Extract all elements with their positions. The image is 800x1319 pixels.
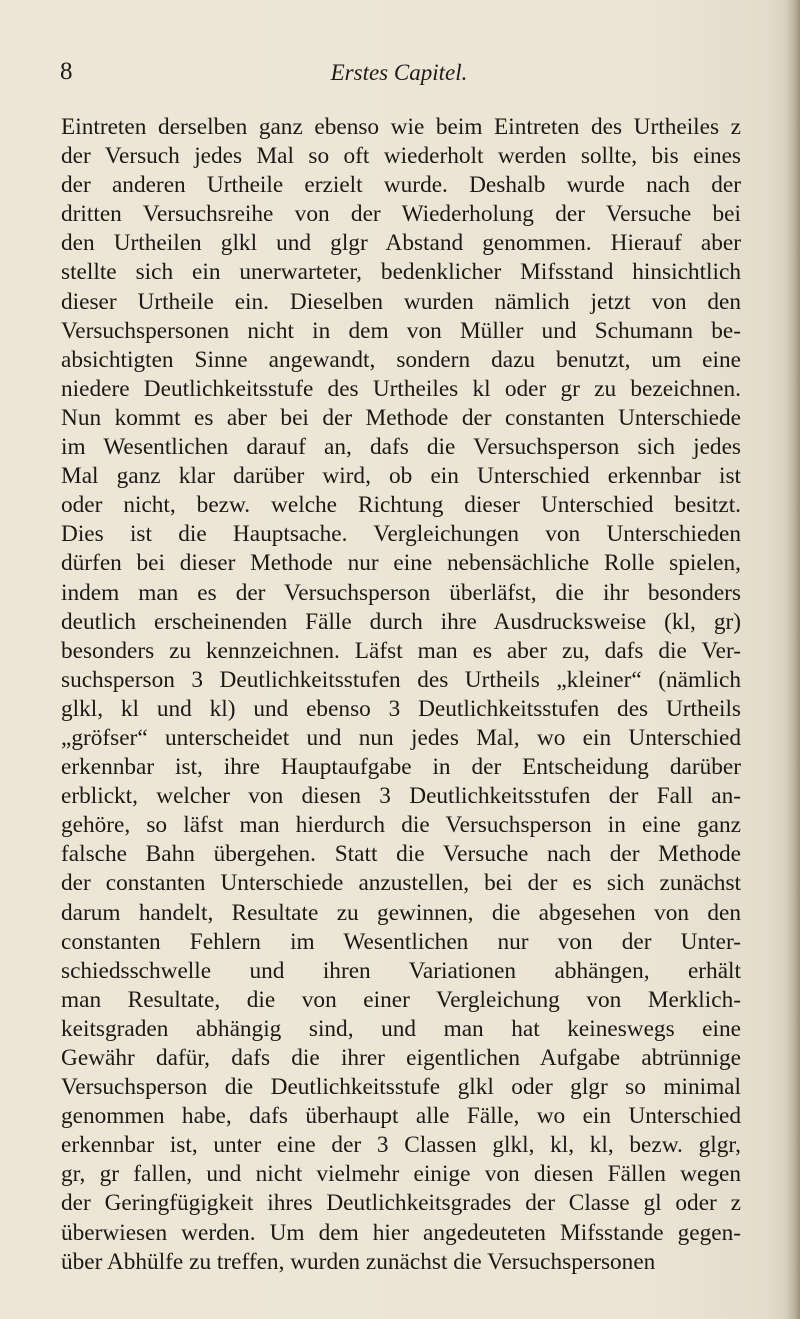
- text-line: Gewähr dafür, dafs die ihrer eigentlichen Aufgabe abtrünnige: [61, 1045, 741, 1071]
- text-line: niedere Deutlichkeitsstufe des Urtheiles kl oder gr zu bezeichnen.: [61, 375, 741, 402]
- text-line: der Geringfügigkeit ihres Deutlichkeitsgrades der Classe gl oder z: [61, 1190, 741, 1217]
- text-line: deutlich erscheinenden Fälle durch ihre Ausdrucksweise (kl, gr): [61, 608, 741, 635]
- text-line: absichtigten Sinne angewandt, sondern dazu benutzt, um eine: [61, 346, 741, 373]
- page-edge-shadow: [786, 0, 800, 1319]
- text-line: der Versuch jedes Mal so oft wiederholt werden sollte, bis eines: [61, 143, 741, 170]
- text-line: erkennbar ist, ihre Hauptaufgabe in der Entscheidung darüber: [61, 754, 741, 781]
- running-head: [60, 58, 738, 88]
- text-line: über Abhülfe zu treffen, wurden zunächst die Versuchspersonen: [61, 1248, 656, 1275]
- text-line: dieser Urtheile ein. Dieselben wurden nämlich jetzt von den: [61, 288, 741, 315]
- text-line: dritten Versuchsreihe von der Wiederholung der Versuche bei: [61, 201, 741, 228]
- text-line: stellte sich ein unerwarteter, bedenklicher Mifsstand hinsichtlich: [61, 259, 741, 286]
- text-line: gehöre, so läfst man hierdurch die Versuchsperson in eine ganz: [61, 812, 741, 839]
- text-line: man Resultate, die von einer Vergleichung von Merklich-: [61, 986, 741, 1013]
- text-line: überwiesen werden. Um dem hier angedeuteten Mifsstande gegen-: [61, 1219, 741, 1246]
- text-line: Nun kommt es aber bei der Methode der constanten Unterschiede: [61, 404, 741, 431]
- text-line: der constanten Unterschiede anzustellen, bei der es sich zunächst: [61, 870, 741, 897]
- text-line: im Wesentlichen darauf an, dafs die Versuchsperson sich jedes: [61, 434, 741, 461]
- page-number: 8: [60, 58, 73, 85]
- text-line: falsche Bahn übergehen. Statt die Versuche nach der Methode: [61, 841, 741, 868]
- text-line: Versuchsperson die Deutlichkeitsstufe glkl oder glgr so minimal: [61, 1074, 741, 1101]
- body-text: [61, 113, 741, 1277]
- text-line: Dies ist die Hauptsache. Vergleichungen von Unterschieden: [61, 521, 741, 548]
- text-line: constanten Fehlern im Wesentlichen nur von der Unter-: [61, 928, 741, 955]
- text-line: indem man es der Versuchsperson überläfst, die ihr besonders: [61, 579, 741, 606]
- text-line: der anderen Urtheile erzielt wurde. Deshalb wurde nach der: [61, 172, 741, 199]
- text-line: Eintreten derselben ganz ebenso wie beim Eintreten des Urtheiles z: [61, 114, 741, 140]
- text-line: „gröfser“ unterscheidet und nun jedes Mal, wo ein Unterschied: [61, 724, 741, 751]
- text-line: glkl, kl und kl) und ebenso 3 Deutlichkeitsstufen des Urtheils: [61, 695, 741, 722]
- text-line: den Urtheilen glkl und glgr Abstand genommen. Hierauf aber: [61, 230, 741, 257]
- text-line: dürfen bei dieser Methode nur eine nebensächliche Rolle spielen,: [61, 550, 741, 577]
- text-line: Mal ganz klar darüber wird, ob ein Unterschied erkennbar ist: [61, 463, 741, 490]
- text-line: Versuchspersonen nicht in dem von Müller und Schumann be-: [61, 317, 741, 344]
- text-line: genommen habe, dafs überhaupt alle Fälle, wo ein Unterschied: [61, 1103, 741, 1130]
- text-line: erblickt, welcher von diesen 3 Deutlichkeitsstufen der Fall an-: [61, 783, 741, 810]
- text-line: suchsperson 3 Deutlichkeitsstufen des Urtheils „kleiner“ (nämlich: [61, 666, 741, 693]
- text-line: gr, gr fallen, und nicht vielmehr einige von diesen Fällen wegen: [61, 1161, 741, 1188]
- text-line: besonders zu kennzeichnen. Läfst man es aber zu, dafs die Ver-: [61, 637, 741, 664]
- text-line: darum handelt, Resultate zu gewinnen, die abgesehen von den: [61, 899, 741, 926]
- text-line: keitsgraden abhängig sind, und man hat keineswegs eine: [61, 1015, 741, 1042]
- running-title: Erstes Capitel.: [330, 60, 468, 85]
- text-line: schiedsschwelle und ihren Variationen abhängen, erhält: [61, 957, 741, 984]
- text-line: erkennbar ist, unter eine der 3 Classen glkl, kl, kl, bezw. glgr,: [61, 1132, 741, 1159]
- text-line: oder nicht, bezw. welche Richtung dieser Unterschied besitzt.: [61, 492, 741, 519]
